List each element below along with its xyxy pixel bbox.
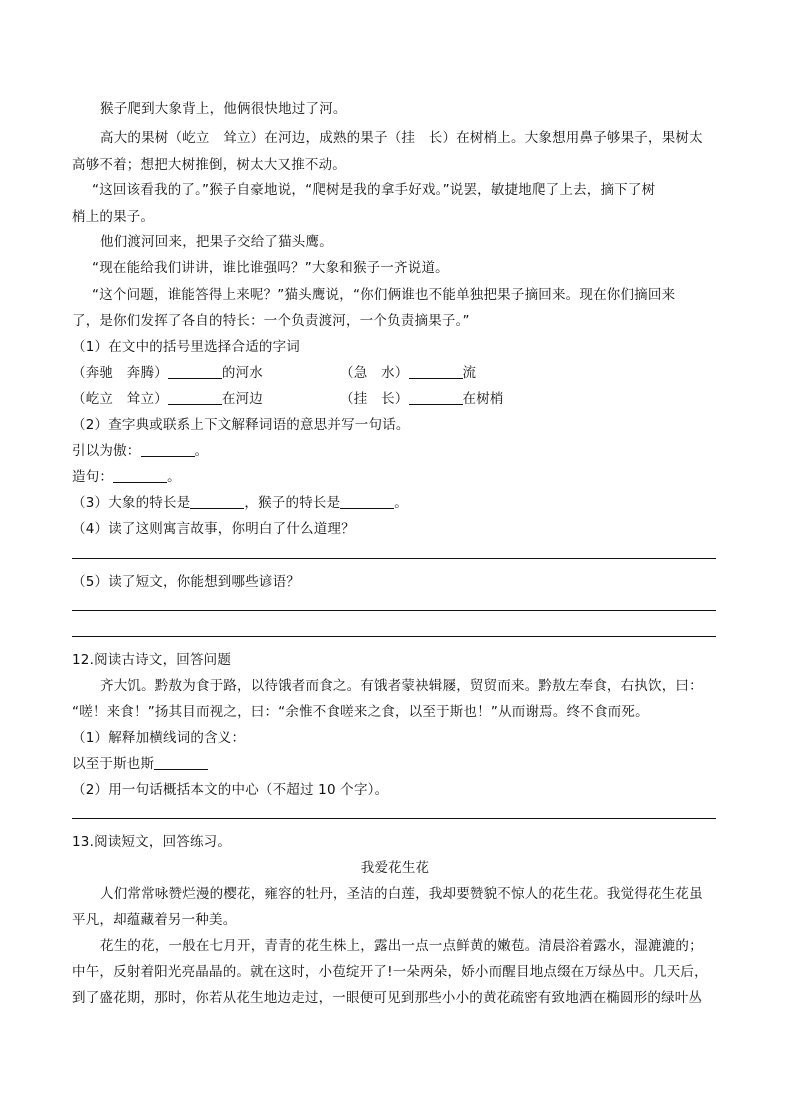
story-paragraph-3: “这回该看我的了。”猴子自豪地说，“爬树是我的拿手好戏。”说罢，敏捷地爬了上去，摘下了树 <box>92 182 656 198</box>
period: 。 <box>194 443 209 459</box>
q11-sub2: （2）查字典或联系上下文解释词语的意思并写一句话。 <box>72 417 410 433</box>
answer-blank[interactable] <box>168 390 222 405</box>
q12-text-2: “嗟！来食！”扬其目而视之，曰：“余惟不食嗟来之食，以至于斯也！”从而谢焉。终不食而死。 <box>72 704 649 720</box>
period: 。 <box>394 495 408 511</box>
choice-label: （急 水） <box>340 365 409 381</box>
story-paragraph-3-cont: 梢上的果子。 <box>72 209 155 225</box>
answer-line[interactable] <box>72 558 716 559</box>
answer-line[interactable] <box>72 636 716 637</box>
choice-suffix: 在河边 <box>221 391 264 407</box>
q13-text-b2: 中午，反射着阳光亮晶晶的。就在这时，小苞绽开了!一朵两朵，娇小而醒目地点缀在万绿丛中。几天后， <box>72 964 708 980</box>
choice-suffix: 在树梢 <box>462 391 504 407</box>
story-paragraph-2-cont: 高够不着；想把大树推倒，树太大又推不动。 <box>72 157 346 173</box>
sentence-label: 造句： <box>72 469 114 485</box>
q11-yin-line <box>72 439 208 459</box>
choice-label: （挂 长） <box>340 391 409 407</box>
answer-blank[interactable] <box>154 755 208 770</box>
choice-label: （奔驰 奔腾） <box>72 365 168 381</box>
story-paragraph-2: 高大的果树（屹立 耸立）在河边，成熟的果子（挂 长）在树梢上。大象想用鼻子够果子，果树太 <box>100 130 703 146</box>
answer-blank[interactable] <box>190 494 244 509</box>
q13-text-a2: 平凡，却蕴藏着另一种美。 <box>72 912 237 928</box>
answer-blank[interactable] <box>409 390 463 405</box>
story-paragraph-4: 他们渡河回来，把果子交给了猫头鹰。 <box>100 234 333 250</box>
q13-text-a1: 人们常常咏赞烂漫的樱花，雍容的牡丹，圣洁的白莲，我却要赞貌不惊人的花生花。我觉得花生花虽 <box>100 886 703 902</box>
q12-sub1: （1）解释加横线词的含义： <box>72 730 246 746</box>
q11-sub3 <box>72 491 408 511</box>
answer-blank[interactable] <box>141 442 195 457</box>
q11-sub3-text: （3）大象的特长是 <box>72 495 191 511</box>
q11-sub5: （5）读了短文，你能想到哪些谚语？ <box>72 574 300 590</box>
q11-sub1: （1）在文中的括号里选择合适的字词 <box>72 339 300 355</box>
choice-suffix: 的河水 <box>221 365 264 381</box>
choice-label: （屹立 耸立） <box>72 391 168 407</box>
answer-blank[interactable] <box>113 468 167 483</box>
story-paragraph-5: “现在能给我们讲讲，谁比谁强吗？”大象和猴子一齐说道。 <box>92 260 449 276</box>
q11-sub4: （4）读了这则寓言故事，你明白了什么道理？ <box>72 521 355 537</box>
q11-sub3-text: ，猴子的特长是 <box>244 495 341 511</box>
q12-title: 12.阅读古诗文，回答问题 <box>72 652 232 668</box>
q11-row1 <box>72 361 476 381</box>
q12-phrase: 以至于斯也斯 <box>72 756 155 772</box>
story-paragraph-6-cont: 了，是你们发挥了各自的特长：一个负责渡河，一个负责摘果子。” <box>72 313 470 329</box>
q12-phrase-line <box>72 752 208 772</box>
story-paragraph-6: “这个问题，谁能答得上来呢？”猫头鹰说，“你们俩谁也不能单独把果子摘回来。现在你们摘回来 <box>92 287 676 303</box>
term-label: 引以为傲： <box>72 443 141 459</box>
answer-line[interactable] <box>72 818 716 819</box>
q13-title: 13.阅读短文，回答练习。 <box>72 834 232 850</box>
q11-row2 <box>72 387 504 407</box>
answer-blank[interactable] <box>340 494 394 509</box>
answer-blank[interactable] <box>168 364 222 379</box>
answer-blank[interactable] <box>409 364 463 379</box>
q13-text-b1: 花生的花，一般在七月开，青青的花生株上，露出一点一点鲜黄的嫩苞。清晨浴着露水，湿漉漉的； <box>100 938 703 954</box>
q11-zao-line <box>72 465 181 485</box>
answer-line[interactable] <box>72 610 716 611</box>
q13-text-b3: 到了盛花期，那时，你若从花生地边走过，一眼便可见到那些小小的黄花疏密有致地洒在椭圆形的绿叶丛 <box>72 990 703 1006</box>
q12-sub2: （2）用一句话概括本文的中心（不超过 10 个字）。 <box>72 782 389 798</box>
choice-suffix: 流 <box>462 365 477 381</box>
q12-text-1: 齐大饥。黔敖为食于路，以待饿者而食之。有饿者蒙袂辑屦，贸贸而来。黔敖左奉食，右执饮，曰： <box>100 678 703 694</box>
q13-article-heading: 我爱花生花 <box>360 860 430 876</box>
period: 。 <box>167 469 181 485</box>
story-paragraph-1: 猴子爬到大象背上，他俩很快地过了河。 <box>100 101 347 117</box>
